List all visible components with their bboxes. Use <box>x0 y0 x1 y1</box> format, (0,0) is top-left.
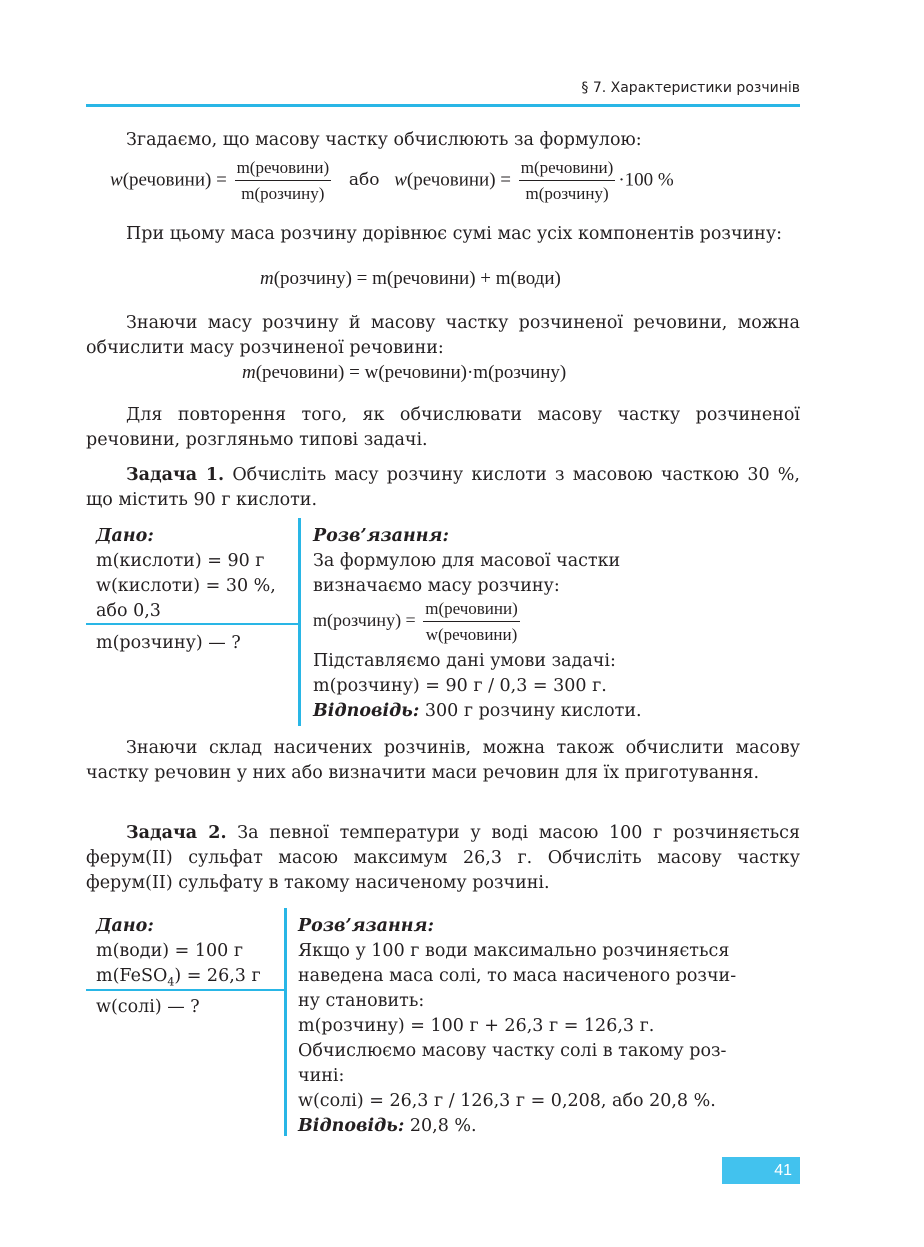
solution-mass-paragraph: При цьому маса розчину дорівнює сумі мас усіх компонентів розчину: <box>126 224 783 244</box>
task1-label: Задача 1. <box>126 465 225 485</box>
answer-label: Відповідь: <box>313 701 420 721</box>
solution-line: наведена маса солі, то маса насиченого розчи- <box>298 966 737 986</box>
mass-fraction-formula: w(речовини) = $\frac{\text{m(речовини)}}{\text{m(розчину)}}$ або w(речовини) = $\frac{\text{m(речовини)}}{\text{m(розчину)}}$ ·100 % <box>110 158 674 203</box>
task1-solution <box>313 524 793 724</box>
answer-line <box>298 1114 788 1139</box>
given-line: або 0,3 <box>96 601 161 621</box>
review-paragraph: Для повторення того, як обчислювати масову частку розчиненої речовини, розгляньмо типові задачі. <box>86 405 800 450</box>
formula-3-text: (речовини) = w(речовини)·m(розчину) <box>255 362 567 383</box>
formula-2-text: (розчину) = m(речовини) + m(води) <box>273 268 561 289</box>
fraction-numerator: m(речовини) <box>423 599 520 622</box>
answer-text: 20,8 %. <box>404 1116 477 1136</box>
running-header: § 7. Характеристики розчинів <box>581 80 800 96</box>
solution-line: Обчислюємо масову частку солі в такому роз- <box>298 1041 727 1061</box>
solute-mass-formula: m(речовини) = w(речовини)·m(розчину) <box>242 362 567 383</box>
given-line: w(кислоти) = 30 %, <box>96 576 276 596</box>
solution-title: Розв’язання: <box>313 526 449 546</box>
page-number: 41 <box>722 1157 800 1184</box>
saturated-paragraph: Знаючи склад насичених розчинів, можна також обчислити масову частку речовин у них або визначити маси речовин для їх приготування. <box>86 738 800 783</box>
formula-lhs: (речовини) = <box>122 169 227 191</box>
given-title: Дано: <box>96 916 154 936</box>
task2-solution <box>298 914 788 1139</box>
task1-given <box>96 524 296 624</box>
or-word: або <box>348 170 380 191</box>
given-line: m(кислоти) = 90 г <box>96 551 265 571</box>
answer-line <box>313 699 793 724</box>
task1-text: Обчисліть масу розчину кислоти з масовою часткою 30 %, що містить 90 г кислоти. <box>86 465 800 510</box>
fraction <box>423 599 520 645</box>
solution-line: m(розчину) = 90 г / 0,3 = 300 г. <box>313 676 607 696</box>
answer-label: Відповідь: <box>298 1116 405 1136</box>
task2-statement <box>86 821 800 896</box>
solution-line: m(розчину) = 100 г + 26,3 г = 126,3 г. <box>298 1016 655 1036</box>
solute-mass-paragraph: Знаючи масу розчину й масову частку розчиненої речовини, можна обчислити масу розчиненої речовини: <box>86 313 800 358</box>
percent-factor: ·100 % <box>618 169 674 191</box>
given-divider <box>86 989 285 991</box>
given-formula-end: ) = 26,3 г <box>174 966 261 986</box>
formula-lhs-2: (речовини) = <box>406 169 512 191</box>
solution-line: ну становить: <box>298 991 425 1011</box>
formula-lhs: m(розчину) = <box>313 610 416 631</box>
solution-mass-formula: m(розчину) = m(речовини) + m(води) <box>260 268 561 289</box>
solution-title: Розв’язання: <box>298 916 434 936</box>
subscript: 4 <box>167 975 175 989</box>
task2-given <box>96 914 286 995</box>
header-rule <box>86 104 800 107</box>
task2-text: За певної температури у воді масою 100 г розчиняється ферум(II) сульфат масою максимум 26,3 г. Обчисліть масову частку ферум(II) сульфату в такому насиченому розчині. <box>86 823 800 893</box>
answer-text: 300 г розчину кислоти. <box>419 701 642 721</box>
solution-line: За формулою для масової частки <box>313 551 621 571</box>
task2-label: Задача 2. <box>126 823 227 843</box>
fraction <box>235 158 332 204</box>
fraction-denominator-2: m(розчину) <box>525 184 609 203</box>
fraction-denominator: w(речовини) <box>425 625 518 644</box>
fraction-2 <box>519 158 616 204</box>
given-title: Дано: <box>96 526 154 546</box>
fraction-numerator-2: m(речовини) <box>519 158 616 181</box>
solution-formula <box>313 599 793 649</box>
fraction-numerator: m(речовини) <box>235 158 332 181</box>
task1-find: m(розчину) — ? <box>96 633 241 653</box>
solution-line: Підставляємо дані умови задачі: <box>313 651 616 671</box>
task1-statement <box>86 463 800 513</box>
intro-paragraph: Згадаємо, що масову частку обчислюють за формулою: <box>126 130 642 150</box>
solution-line: w(солі) = 26,3 г / 126,3 г = 0,208, або 20,8 %. <box>298 1091 716 1111</box>
given-divider <box>86 623 299 625</box>
given-formula-start: m(FeSO <box>96 966 168 986</box>
given-line: m(води) = 100 г <box>96 941 243 961</box>
fraction-denominator: m(розчину) <box>241 184 325 203</box>
task2-find: w(солі) — ? <box>96 997 200 1017</box>
solution-rule <box>284 908 287 1136</box>
solution-rule <box>298 518 301 726</box>
solution-line: чині: <box>298 1066 345 1086</box>
solution-line: визначаємо масу розчину: <box>313 576 560 596</box>
solution-line: Якщо у 100 г води максимально розчиняється <box>298 941 730 961</box>
